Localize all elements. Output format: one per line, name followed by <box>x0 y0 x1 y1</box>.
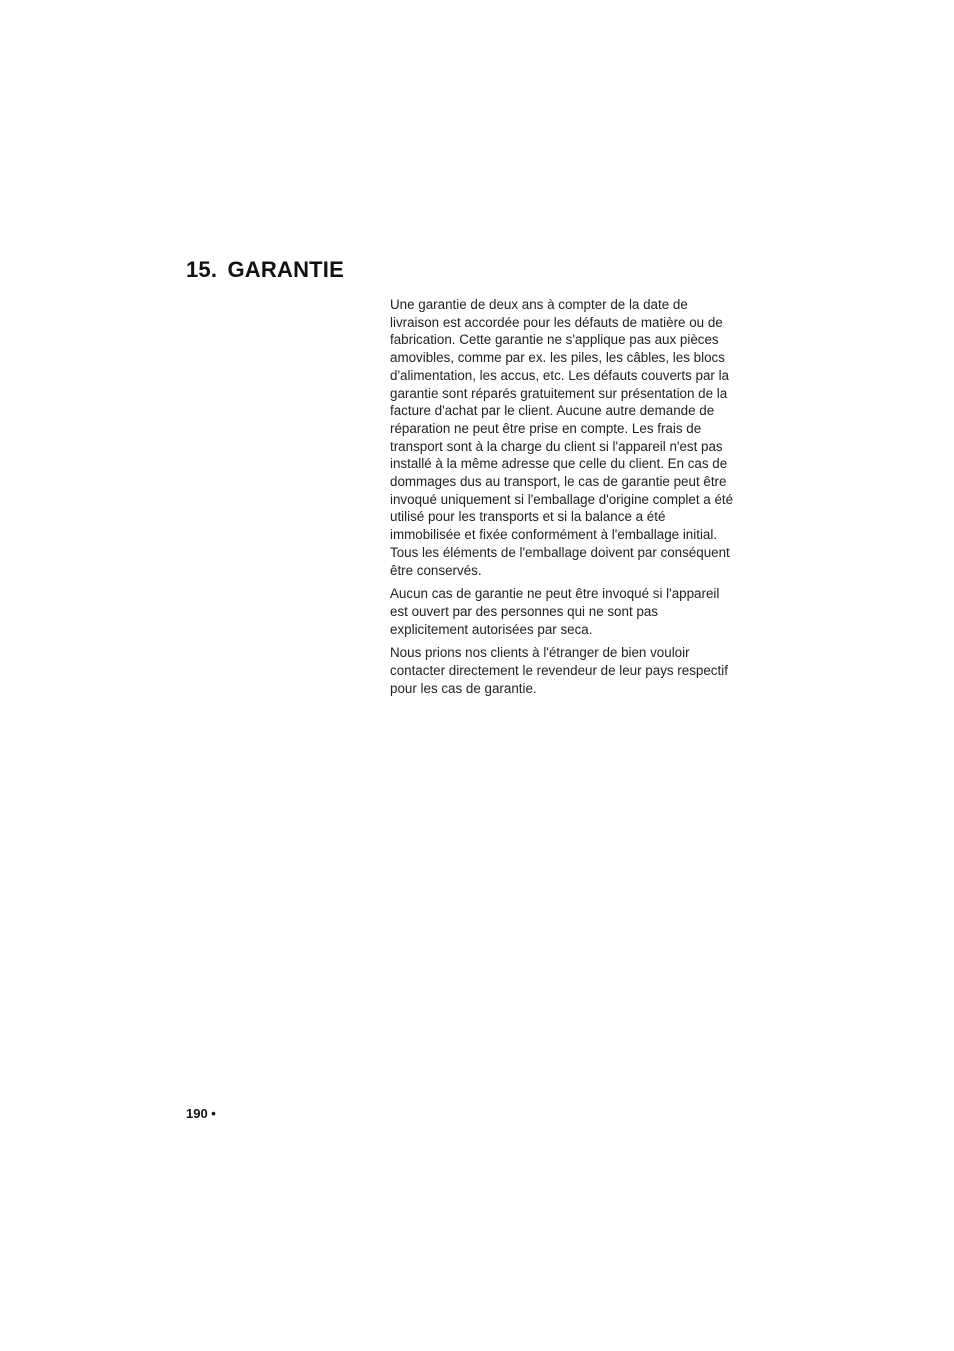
section-number: 15. <box>186 257 218 282</box>
section-title: GARANTIE <box>227 257 344 282</box>
paragraph-foreign-customers: Nous prions nos clients à l'étranger de bien vouloir contacter directement le revendeur de leur pays respectif pour les cas de garantie. <box>390 645 728 696</box>
page-number: 190 • <box>186 1106 216 1121</box>
section-heading <box>186 257 344 283</box>
paragraph-warranty-terms: Une garantie de deux ans à compter de la date de livraison est accordée pour les défauts de matière ou de fabrication. Cette garantie ne s'applique pas aux pièces amovibles, comme par ex. les piles, les câbles, les blocs d'alimentation, les accus, etc. Les défauts couverts par la garantie sont réparés gratuitement sur présentation de la facture d'achat par le client. Aucune autre demande de réparation ne peut être prise en compte. Les frais de transport sont à la charge du client si l'appareil n'est pas installé à la même adresse que celle du client. En cas de dommages dus au transport, le cas de garantie peut être invoqué uniquement si l'emballage d'origine complet a été utilisé pour les transports et si la balance a été immobilisée et fixée conformément à l'emballage initial. Tous les éléments de l'emballage doivent par conséquent être conservés. <box>390 297 734 578</box>
body-text <box>390 296 734 703</box>
paragraph-unauthorized-opening: Aucun cas de garantie ne peut être invoqué si l'appareil est ouvert par des personnes qui ne sont pas explicitement autorisées par seca. <box>390 586 720 637</box>
